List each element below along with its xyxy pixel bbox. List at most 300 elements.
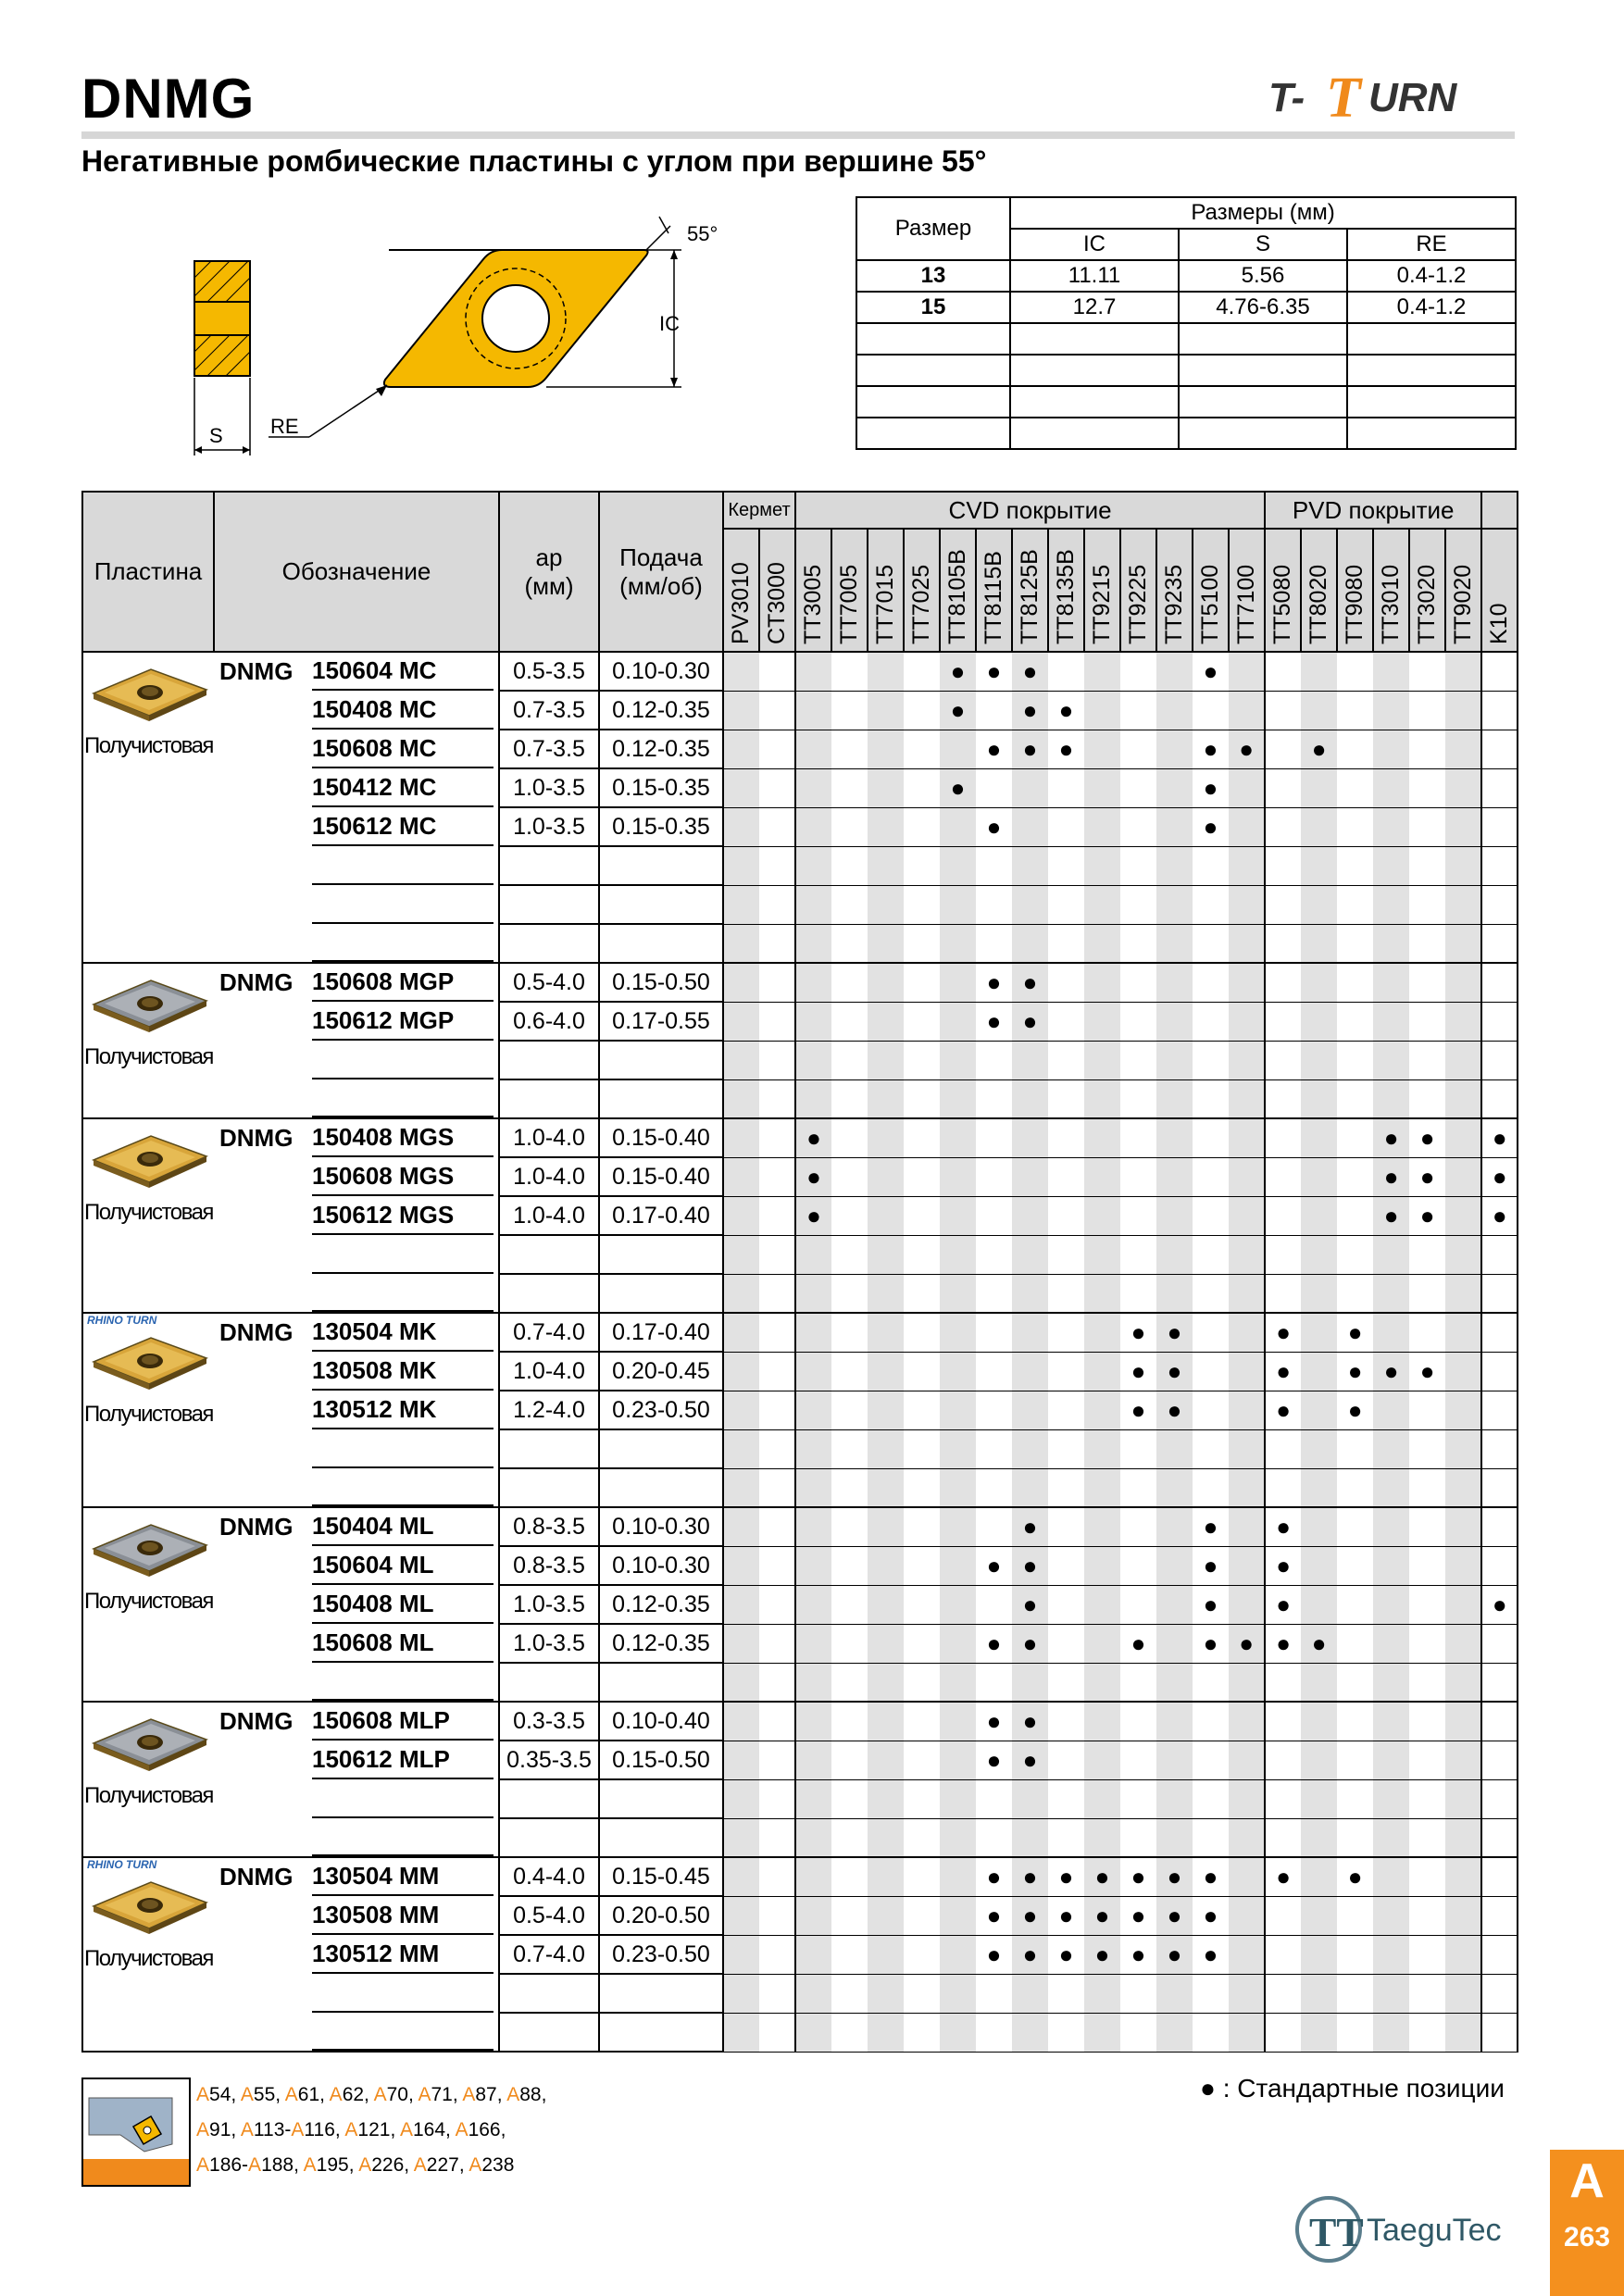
insert-type-label: Получистовая bbox=[84, 1783, 213, 1808]
feed-cell bbox=[599, 885, 723, 924]
grade-availability-cell bbox=[1012, 1196, 1048, 1235]
grade-availability-cell bbox=[1193, 1352, 1229, 1391]
grade-availability-cell bbox=[1301, 963, 1337, 1002]
grade-availability-cell bbox=[831, 1157, 868, 1196]
grade-availability-cell bbox=[1084, 1235, 1120, 1274]
section-letter: A bbox=[1569, 2154, 1605, 2208]
grade-availability-cell bbox=[1481, 1313, 1518, 1352]
grade-availability-cell bbox=[723, 730, 759, 768]
grade-availability-cell bbox=[1120, 846, 1156, 885]
grade-availability-cell bbox=[795, 1818, 831, 1857]
grade-availability-cell bbox=[759, 1507, 795, 1546]
page-reference-link[interactable]: A70 bbox=[373, 2084, 408, 2105]
svg-text:TaeguTec: TaeguTec bbox=[1367, 2213, 1502, 2248]
grade-availability-cell bbox=[1265, 1274, 1301, 1313]
grade-availability-cell bbox=[1193, 1663, 1229, 1702]
grade-availability-cell bbox=[1012, 768, 1048, 807]
grade-availability-cell bbox=[759, 807, 795, 846]
grade-availability-cell bbox=[940, 1468, 976, 1507]
designation-cell bbox=[214, 963, 499, 1002]
grade-availability-cell bbox=[759, 1663, 795, 1702]
grade-availability-cell bbox=[868, 768, 904, 807]
grade-availability-cell bbox=[795, 846, 831, 885]
grade-availability-cell bbox=[723, 1118, 759, 1157]
grade-availability-cell bbox=[976, 768, 1012, 807]
grade-availability-cell bbox=[1373, 846, 1409, 885]
grade-availability-cell bbox=[976, 1818, 1012, 1857]
grade-availability-cell bbox=[1084, 691, 1120, 730]
grade-availability-cell bbox=[868, 1779, 904, 1818]
grade-availability-cell bbox=[723, 1079, 759, 1118]
grade-availability-cell bbox=[723, 1779, 759, 1818]
grade-availability-cell bbox=[868, 846, 904, 885]
feed-cell: 0.15-0.50 bbox=[599, 1741, 723, 1779]
grade-availability-cell bbox=[1048, 1002, 1084, 1041]
grade-availability-cell bbox=[1156, 1157, 1193, 1196]
grade-availability-cell bbox=[1481, 1507, 1518, 1546]
grade-availability-cell bbox=[976, 1352, 1012, 1391]
ap-cell bbox=[499, 1468, 599, 1507]
grade-availability-cell bbox=[976, 1079, 1012, 1118]
grade-availability-cell bbox=[976, 1235, 1012, 1274]
grade-availability-cell bbox=[723, 1391, 759, 1429]
ic-cell: 12.7 bbox=[1010, 292, 1179, 323]
s-cell: 4.76-6.35 bbox=[1179, 292, 1347, 323]
grade-availability-cell bbox=[795, 1624, 831, 1663]
grade-availability-cell bbox=[831, 1779, 868, 1818]
ap-cell: 0.5-4.0 bbox=[499, 963, 599, 1002]
designation-code: 150608 ML bbox=[312, 1625, 493, 1663]
grade-availability-cell bbox=[759, 730, 795, 768]
designation-code: 150608 MLP bbox=[312, 1703, 493, 1741]
grade-availability-cell bbox=[1409, 1896, 1445, 1935]
grade-availability-cell bbox=[723, 1274, 759, 1313]
grade-availability-cell bbox=[904, 1041, 940, 1079]
grade-availability-cell bbox=[1301, 1468, 1337, 1507]
grade-header: TT9080 bbox=[1342, 564, 1368, 644]
grade-availability-cell bbox=[1156, 730, 1193, 768]
page-reference-link[interactable]: A227 bbox=[413, 2154, 459, 2176]
grade-availability-cell bbox=[1084, 1702, 1120, 1741]
page-reference-link[interactable]: A87 bbox=[462, 2084, 497, 2105]
grade-availability-cell bbox=[1265, 963, 1301, 1002]
grade-availability-cell bbox=[976, 1391, 1012, 1429]
grade-availability-cell bbox=[831, 691, 868, 730]
grade-availability-cell: ● bbox=[1084, 1935, 1120, 1974]
grade-availability-cell bbox=[1120, 1974, 1156, 2013]
grade-availability-cell bbox=[1229, 768, 1265, 807]
grade-availability-cell bbox=[1481, 1041, 1518, 1079]
grade-availability-cell bbox=[1337, 1896, 1373, 1935]
grade-availability-cell bbox=[1229, 1352, 1265, 1391]
feed-cell: 0.20-0.45 bbox=[599, 1352, 723, 1391]
grade-availability-cell bbox=[1084, 652, 1120, 691]
grade-availability-cell bbox=[759, 1468, 795, 1507]
grade-availability-cell bbox=[1265, 1235, 1301, 1274]
grade-availability-cell bbox=[868, 1157, 904, 1196]
grade-availability-cell bbox=[759, 924, 795, 963]
ap-cell bbox=[499, 1429, 599, 1468]
grade-availability-cell bbox=[904, 730, 940, 768]
grade-availability-cell bbox=[831, 1507, 868, 1546]
page-reference-link[interactable]: A91 bbox=[196, 2119, 231, 2140]
grade-availability-cell bbox=[1445, 1935, 1481, 1974]
grade-availability-cell bbox=[1409, 846, 1445, 885]
insert-diagram bbox=[139, 213, 750, 463]
grade-availability-cell bbox=[868, 1235, 904, 1274]
grade-availability-cell: ● bbox=[1193, 1546, 1229, 1585]
grade-availability-cell bbox=[1445, 1041, 1481, 1079]
table-row bbox=[82, 1779, 1518, 1818]
size-cell: 15 bbox=[856, 292, 1010, 323]
t-turn-logo bbox=[1259, 65, 1518, 130]
grade-availability-cell bbox=[1120, 1546, 1156, 1585]
title-divider bbox=[81, 131, 1515, 139]
ap-cell: 1.0-3.5 bbox=[499, 1624, 599, 1663]
grade-availability-cell bbox=[723, 1235, 759, 1274]
grade-availability-cell bbox=[1337, 691, 1373, 730]
page-reference-link[interactable]: A55 bbox=[240, 2084, 276, 2105]
grade-availability-cell bbox=[831, 963, 868, 1002]
table-row bbox=[82, 1935, 1518, 1974]
grade-availability-cell bbox=[1337, 1702, 1373, 1741]
grade-availability-cell bbox=[1193, 1118, 1229, 1157]
designation-cell bbox=[214, 1896, 499, 1935]
ap-cell bbox=[499, 1779, 599, 1818]
grade-availability-cell bbox=[1084, 1196, 1120, 1235]
grade-availability-cell bbox=[1229, 1585, 1265, 1624]
grade-availability-cell bbox=[1373, 1585, 1409, 1624]
grade-availability-cell bbox=[904, 846, 940, 885]
grade-availability-cell bbox=[795, 1002, 831, 1041]
grade-availability-cell: ● bbox=[976, 1857, 1012, 1896]
grade-availability-cell: ● bbox=[1193, 1507, 1229, 1546]
grade-availability-cell bbox=[868, 1429, 904, 1468]
grade-availability-cell bbox=[868, 1741, 904, 1779]
grade-availability-cell bbox=[1229, 1079, 1265, 1118]
page-reference-link[interactable]: A195 bbox=[303, 2154, 349, 2176]
grade-availability-cell bbox=[904, 1274, 940, 1313]
grade-availability-cell bbox=[1048, 1818, 1084, 1857]
grade-availability-cell bbox=[759, 1935, 795, 1974]
page-reference-link[interactable]: A71 bbox=[418, 2084, 453, 2105]
grade-availability-cell: ● bbox=[1156, 1935, 1193, 1974]
feed-cell: 0.15-0.35 bbox=[599, 768, 723, 807]
grade-availability-cell bbox=[1229, 1118, 1265, 1157]
grade-availability-cell bbox=[1084, 1313, 1120, 1352]
grade-availability-cell bbox=[1409, 652, 1445, 691]
grade-availability-cell: ● bbox=[1193, 768, 1229, 807]
grade-availability-cell bbox=[1445, 963, 1481, 1002]
designation-cell bbox=[214, 846, 499, 885]
designation-code: 150612 MC bbox=[312, 808, 493, 846]
page-reference-link[interactable]: A54 bbox=[196, 2084, 231, 2105]
grade-availability-cell bbox=[759, 1041, 795, 1079]
designation-cell bbox=[214, 1585, 499, 1624]
table-row bbox=[82, 1235, 1518, 1274]
designation-code: 150408 ML bbox=[312, 1586, 493, 1624]
designation-cell bbox=[214, 1702, 499, 1741]
ic-cell: 11.11 bbox=[1010, 260, 1179, 292]
table-row bbox=[82, 1274, 1518, 1313]
grade-availability-cell bbox=[1048, 924, 1084, 963]
grade-availability-cell bbox=[1337, 730, 1373, 768]
grade-availability-cell bbox=[795, 924, 831, 963]
grade-availability-cell bbox=[940, 1196, 976, 1235]
grade-availability-cell bbox=[1301, 846, 1337, 885]
grade-availability-cell bbox=[1481, 1002, 1518, 1041]
grade-availability-cell bbox=[1373, 807, 1409, 846]
grade-availability-cell bbox=[759, 652, 795, 691]
grade-availability-cell bbox=[1084, 1779, 1120, 1818]
designation-cell bbox=[214, 2013, 499, 2052]
page-reference-link[interactable]: A88 bbox=[506, 2084, 542, 2105]
page-reference-link[interactable]: A61 bbox=[284, 2084, 320, 2105]
grade-availability-cell bbox=[868, 1546, 904, 1585]
grade-availability-cell bbox=[868, 730, 904, 768]
insert-photo bbox=[86, 1875, 212, 1936]
grade-availability-cell bbox=[1084, 1041, 1120, 1079]
grade-availability-cell bbox=[1265, 1741, 1301, 1779]
page-reference-link[interactable]: A238 bbox=[468, 2154, 515, 2176]
ap-cell: 0.3-3.5 bbox=[499, 1702, 599, 1741]
grade-availability-cell bbox=[1156, 1002, 1193, 1041]
designation-cell bbox=[214, 691, 499, 730]
grade-availability-cell bbox=[1373, 1468, 1409, 1507]
grade-availability-cell bbox=[759, 1429, 795, 1468]
grade-availability-cell bbox=[976, 1663, 1012, 1702]
grade-availability-cell bbox=[795, 730, 831, 768]
grade-availability-cell bbox=[1012, 2013, 1048, 2052]
page-reference-link[interactable]: A186-A188 bbox=[196, 2154, 294, 2176]
grade-availability-cell bbox=[723, 691, 759, 730]
page-reference-link[interactable]: A164 bbox=[399, 2119, 446, 2140]
grade-availability-cell bbox=[795, 1468, 831, 1507]
grade-availability-cell bbox=[1409, 963, 1445, 1002]
grade-availability-cell bbox=[1193, 1702, 1229, 1741]
grade-availability-cell bbox=[1445, 1468, 1481, 1507]
grade-availability-cell bbox=[1120, 1468, 1156, 1507]
designation-cell bbox=[214, 1118, 499, 1157]
table-row bbox=[82, 1702, 1518, 1741]
grade-availability-cell bbox=[868, 1857, 904, 1896]
designation-cell bbox=[214, 1041, 499, 1079]
grade-availability-cell bbox=[1481, 1935, 1518, 1974]
grade-availability-cell bbox=[759, 1818, 795, 1857]
grade-header: TT8020 bbox=[1305, 564, 1332, 644]
grade-availability-cell bbox=[1012, 1235, 1048, 1274]
grade-availability-cell bbox=[1012, 1274, 1048, 1313]
grade-availability-cell bbox=[1481, 768, 1518, 807]
grade-availability-cell bbox=[1229, 1546, 1265, 1585]
table-row bbox=[82, 963, 1518, 1002]
grade-availability-cell bbox=[1229, 846, 1265, 885]
grade-availability-cell bbox=[904, 1779, 940, 1818]
grade-availability-cell bbox=[1048, 1546, 1084, 1585]
grade-availability-cell bbox=[759, 1624, 795, 1663]
grade-availability-cell bbox=[1084, 1274, 1120, 1313]
grade-availability-cell bbox=[940, 846, 976, 885]
designation-code: 150608 MGS bbox=[312, 1158, 493, 1196]
feed-cell: 0.17-0.55 bbox=[599, 1002, 723, 1041]
grade-availability-cell bbox=[795, 1313, 831, 1352]
grade-availability-cell bbox=[831, 1663, 868, 1702]
grade-availability-cell bbox=[1084, 1002, 1120, 1041]
grade-availability-cell bbox=[904, 2013, 940, 2052]
grade-availability-cell bbox=[868, 1352, 904, 1391]
grade-availability-cell bbox=[1373, 652, 1409, 691]
grade-availability-cell bbox=[795, 1079, 831, 1118]
grade-header: TT3020 bbox=[1414, 564, 1441, 644]
grade-header: TT3005 bbox=[800, 564, 827, 644]
designation-cell bbox=[214, 1196, 499, 1235]
table-row bbox=[82, 1663, 1518, 1702]
grade-availability-cell bbox=[1481, 1702, 1518, 1741]
grade-availability-cell bbox=[1373, 1896, 1409, 1935]
grade-availability-cell bbox=[940, 1624, 976, 1663]
grade-availability-cell: ● bbox=[1120, 1624, 1156, 1663]
grade-availability-cell bbox=[1373, 924, 1409, 963]
grade-availability-cell bbox=[1048, 807, 1084, 846]
grade-availability-cell bbox=[1048, 1352, 1084, 1391]
table-row bbox=[82, 691, 1518, 730]
grade-availability-cell: ● bbox=[1337, 1352, 1373, 1391]
grade-group-header: Кермет bbox=[723, 492, 795, 529]
grade-availability-cell bbox=[1229, 1935, 1265, 1974]
grade-availability-cell bbox=[1193, 1391, 1229, 1429]
grade-availability-cell bbox=[1373, 1779, 1409, 1818]
grade-availability-cell bbox=[1048, 963, 1084, 1002]
grade-availability-cell bbox=[1048, 2013, 1084, 2052]
table-row bbox=[82, 1002, 1518, 1041]
grade-availability-cell bbox=[1229, 924, 1265, 963]
designation-cell bbox=[214, 1235, 499, 1274]
feed-cell: 0.12-0.35 bbox=[599, 691, 723, 730]
table-row bbox=[82, 1196, 1518, 1235]
grade-availability-cell bbox=[831, 730, 868, 768]
grade-availability-cell bbox=[904, 885, 940, 924]
grade-availability-cell bbox=[1156, 807, 1193, 846]
grade-availability-cell bbox=[1265, 2013, 1301, 2052]
grade-availability-cell bbox=[1337, 1546, 1373, 1585]
grade-availability-cell bbox=[868, 1468, 904, 1507]
grade-availability-cell bbox=[1265, 1002, 1301, 1041]
grade-availability-cell bbox=[831, 1702, 868, 1741]
page-title: DNMG bbox=[81, 68, 256, 130]
grade-availability-cell bbox=[759, 1352, 795, 1391]
size-cell: 13 bbox=[856, 260, 1010, 292]
grade-availability-cell bbox=[1084, 1352, 1120, 1391]
grade-availability-cell bbox=[1193, 1002, 1229, 1041]
grade-header: TT7015 bbox=[872, 564, 899, 644]
designation-cell bbox=[214, 1002, 499, 1041]
table-row bbox=[82, 1157, 1518, 1196]
grade-header: TT7100 bbox=[1233, 564, 1260, 644]
svg-text:55°: 55° bbox=[687, 222, 718, 245]
page-reference-link[interactable]: A62 bbox=[329, 2084, 365, 2105]
grade-availability-cell bbox=[831, 924, 868, 963]
grade-availability-cell bbox=[940, 1079, 976, 1118]
grade-availability-cell bbox=[1409, 691, 1445, 730]
grade-availability-cell: ● bbox=[1048, 1857, 1084, 1896]
grade-availability-cell bbox=[723, 807, 759, 846]
grade-availability-cell bbox=[976, 2013, 1012, 2052]
grade-availability-cell bbox=[940, 1274, 976, 1313]
grade-availability-cell bbox=[1048, 1235, 1084, 1274]
grade-availability-cell bbox=[1373, 730, 1409, 768]
grade-availability-cell bbox=[868, 1002, 904, 1041]
grade-availability-cell: ● bbox=[1120, 1896, 1156, 1935]
designation-cell bbox=[214, 1429, 499, 1468]
ap-cell: 0.5-4.0 bbox=[499, 1896, 599, 1935]
grade-availability-cell bbox=[1193, 1079, 1229, 1118]
s-cell: 5.56 bbox=[1179, 260, 1347, 292]
grade-availability-cell bbox=[831, 1429, 868, 1468]
grade-availability-cell bbox=[1156, 924, 1193, 963]
grade-availability-cell bbox=[1481, 1274, 1518, 1313]
grade-availability-cell bbox=[1048, 1741, 1084, 1779]
grade-availability-cell bbox=[831, 652, 868, 691]
grade-availability-cell bbox=[868, 807, 904, 846]
grade-availability-cell bbox=[940, 1585, 976, 1624]
page-reference-link[interactable]: A226 bbox=[358, 2154, 405, 2176]
designation-prefix: DNMG bbox=[219, 1513, 294, 1541]
designation-cell bbox=[214, 768, 499, 807]
grade-availability-cell: ● bbox=[1337, 1857, 1373, 1896]
grade-availability-cell bbox=[1229, 1468, 1265, 1507]
grade-availability-cell bbox=[940, 1157, 976, 1196]
grade-availability-cell bbox=[723, 1974, 759, 2013]
insert-cell bbox=[82, 652, 214, 963]
page-reference-link[interactable]: A121 bbox=[344, 2119, 391, 2140]
grade-header: TT5080 bbox=[1269, 564, 1296, 644]
table-row bbox=[82, 730, 1518, 768]
grade-availability-cell bbox=[1265, 1663, 1301, 1702]
grade-availability-cell bbox=[1156, 1235, 1193, 1274]
grade-availability-cell bbox=[1120, 1196, 1156, 1235]
grade-availability-cell: ● bbox=[795, 1196, 831, 1235]
grade-availability-cell bbox=[795, 1235, 831, 1274]
section-tab bbox=[1550, 2150, 1624, 2296]
grade-availability-cell bbox=[1481, 1663, 1518, 1702]
table-row bbox=[82, 1468, 1518, 1507]
grade-availability-cell bbox=[759, 768, 795, 807]
ap-cell: 0.8-3.5 bbox=[499, 1546, 599, 1585]
page-reference-link[interactable]: A166 bbox=[455, 2119, 501, 2140]
grade-header: TT7005 bbox=[836, 564, 863, 644]
grade-availability-cell bbox=[795, 1585, 831, 1624]
grade-availability-cell bbox=[1481, 1624, 1518, 1663]
grade-availability-cell bbox=[1337, 1079, 1373, 1118]
grade-availability-cell bbox=[1481, 730, 1518, 768]
ap-cell bbox=[499, 1274, 599, 1313]
table-row bbox=[82, 2013, 1518, 2052]
insert-photo bbox=[86, 1712, 212, 1773]
grade-availability-cell bbox=[1337, 1585, 1373, 1624]
grade-availability-cell bbox=[904, 1896, 940, 1935]
grade-availability-cell bbox=[1048, 1624, 1084, 1663]
grade-availability-cell bbox=[1048, 1974, 1084, 2013]
grade-availability-cell bbox=[1337, 846, 1373, 885]
page-reference-link[interactable]: A113-A116 bbox=[240, 2119, 335, 2140]
grade-group-header: CVD покрытие bbox=[795, 492, 1265, 529]
grade-availability-cell bbox=[1084, 1546, 1120, 1585]
designation-code: 150408 MGS bbox=[312, 1119, 493, 1157]
grade-availability-cell bbox=[904, 1468, 940, 1507]
grade-availability-cell bbox=[940, 885, 976, 924]
designation-code: 150604 ML bbox=[312, 1547, 493, 1585]
designation-cell bbox=[214, 924, 499, 963]
